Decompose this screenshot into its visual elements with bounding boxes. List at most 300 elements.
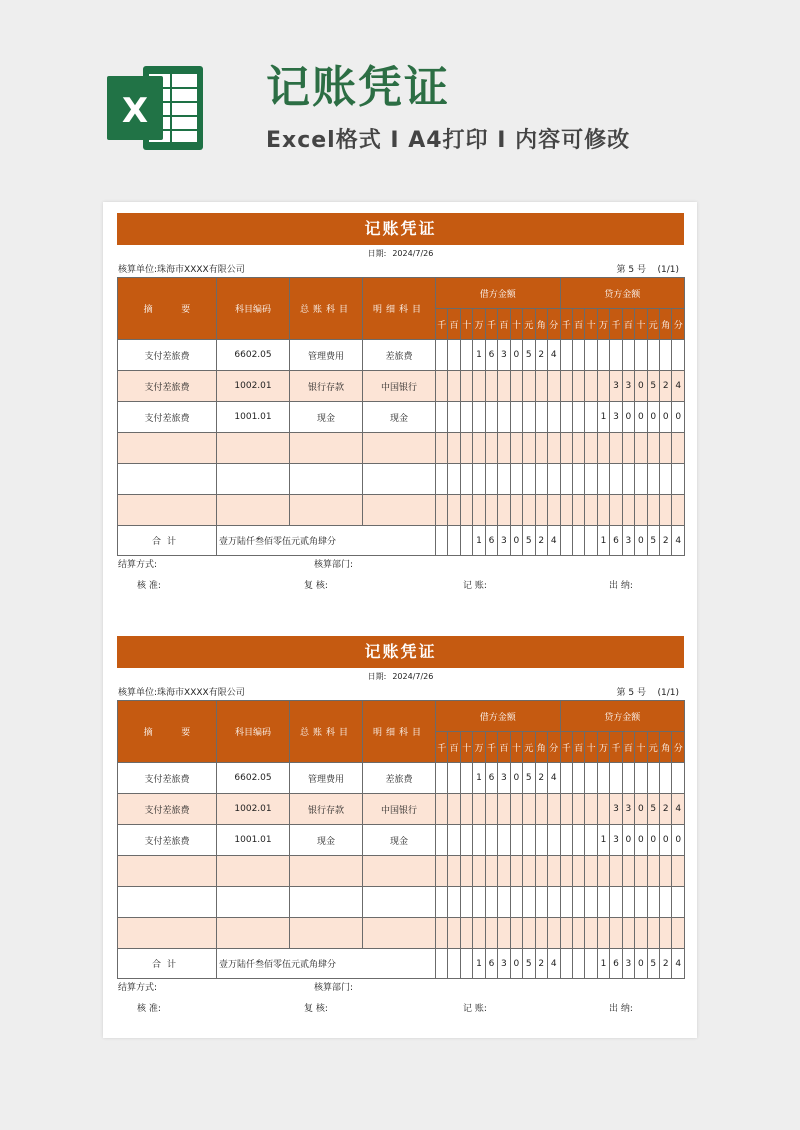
debit-digit-cell[interactable] (473, 856, 485, 887)
credit-digit-cell[interactable] (672, 918, 685, 949)
credit-digit-cell[interactable] (635, 495, 647, 526)
cell-detail[interactable]: 中国银行 (363, 371, 436, 402)
debit-digit-cell[interactable] (485, 825, 497, 856)
credit-digit-cell[interactable] (585, 371, 597, 402)
debit-digit-cell[interactable] (498, 495, 510, 526)
credit-digit-cell[interactable] (597, 856, 609, 887)
credit-digit-cell[interactable] (647, 464, 659, 495)
credit-digit-cell[interactable] (585, 763, 597, 794)
credit-digit-cell[interactable] (660, 340, 672, 371)
debit-digit-cell[interactable] (547, 495, 560, 526)
credit-digit-cell[interactable] (597, 464, 609, 495)
debit-digit-cell[interactable] (473, 433, 485, 464)
credit-digit-cell[interactable] (622, 763, 634, 794)
debit-digit-cell[interactable] (460, 918, 472, 949)
credit-digit-cell[interactable]: 0 (672, 825, 685, 856)
credit-digit-cell[interactable] (622, 433, 634, 464)
debit-digit-cell[interactable] (473, 495, 485, 526)
cell-summary[interactable] (118, 464, 217, 495)
debit-digit-cell[interactable] (436, 402, 448, 433)
debit-digit-cell[interactable]: 6 (485, 763, 497, 794)
cell-general[interactable] (290, 887, 363, 918)
credit-digit-cell[interactable] (572, 887, 584, 918)
debit-digit-cell[interactable] (510, 464, 522, 495)
digit-header: 分 (547, 309, 560, 340)
cell-code[interactable] (217, 856, 290, 887)
credit-digit-cell[interactable] (572, 495, 584, 526)
cell-summary[interactable] (118, 495, 217, 526)
credit-digit-cell[interactable] (672, 856, 685, 887)
cell-summary[interactable] (118, 918, 217, 949)
cell-detail[interactable]: 中国银行 (363, 794, 436, 825)
credit-digit-cell[interactable] (672, 495, 685, 526)
debit-digit-cell[interactable] (547, 464, 560, 495)
debit-digit-cell[interactable] (485, 495, 497, 526)
credit-digit-cell[interactable] (635, 763, 647, 794)
debit-digit-cell[interactable]: 5 (523, 340, 535, 371)
debit-digit-cell[interactable] (485, 887, 497, 918)
debit-digit-cell[interactable] (460, 825, 472, 856)
credit-digit-cell[interactable]: 0 (622, 825, 634, 856)
credit-digit-cell[interactable] (622, 495, 634, 526)
credit-digit-cell[interactable] (647, 856, 659, 887)
credit-digit-cell[interactable] (572, 371, 584, 402)
debit-digit-cell[interactable] (460, 433, 472, 464)
debit-digit-cell[interactable] (436, 794, 448, 825)
credit-digit-cell[interactable]: 3 (622, 371, 634, 402)
debit-digit-cell[interactable] (523, 856, 535, 887)
credit-digit-cell[interactable] (572, 918, 584, 949)
debit-digit-cell[interactable] (448, 918, 460, 949)
date-value: 2024/7/26 (392, 672, 434, 681)
debit-digit-cell[interactable]: 0 (510, 340, 522, 371)
cell-code[interactable]: 1001.01 (217, 402, 290, 433)
credit-digit-cell[interactable] (647, 495, 659, 526)
credit-digit-cell[interactable] (660, 887, 672, 918)
debit-digit-cell[interactable] (436, 763, 448, 794)
debit-digit-cell[interactable] (523, 794, 535, 825)
debit-digit-cell[interactable] (547, 371, 560, 402)
credit-digit-cell[interactable] (572, 856, 584, 887)
credit-digit-cell[interactable]: 3 (622, 794, 634, 825)
debit-digit-cell[interactable] (436, 856, 448, 887)
debit-digit-cell[interactable] (498, 464, 510, 495)
credit-digit-cell[interactable] (672, 763, 685, 794)
credit-digit-cell[interactable] (647, 918, 659, 949)
credit-digit-cell[interactable] (635, 887, 647, 918)
credit-digit-cell[interactable] (585, 340, 597, 371)
cell-summary[interactable]: 支付差旅费 (118, 371, 217, 402)
credit-digit-cell[interactable] (585, 495, 597, 526)
cell-summary[interactable]: 支付差旅费 (118, 794, 217, 825)
debit-digit-cell[interactable] (473, 887, 485, 918)
debit-digit-cell[interactable] (448, 402, 460, 433)
debit-digit-cell[interactable] (460, 495, 472, 526)
cell-general[interactable]: 现金 (290, 402, 363, 433)
debit-digit-cell[interactable]: 1 (473, 763, 485, 794)
debit-digit-cell[interactable] (535, 918, 547, 949)
credit-digit-cell[interactable] (597, 887, 609, 918)
credit-digit-cell[interactable] (560, 918, 572, 949)
debit-digit-cell[interactable] (436, 433, 448, 464)
credit-digit-cell[interactable]: 0 (660, 825, 672, 856)
credit-digit-cell[interactable]: 0 (660, 402, 672, 433)
credit-digit-cell[interactable] (672, 340, 685, 371)
credit-digit-cell[interactable]: 0 (635, 794, 647, 825)
debit-digit-cell[interactable] (448, 340, 460, 371)
cell-general[interactable] (290, 495, 363, 526)
cell-code[interactable]: 6602.05 (217, 340, 290, 371)
debit-digit-cell[interactable] (485, 918, 497, 949)
debit-digit-cell[interactable] (448, 464, 460, 495)
table-row (118, 464, 685, 495)
debit-digit-cell[interactable] (510, 402, 522, 433)
cell-detail[interactable]: 现金 (363, 402, 436, 433)
credit-digit-cell[interactable] (660, 433, 672, 464)
credit-digit-cell[interactable] (610, 340, 622, 371)
credit-digit-cell[interactable] (585, 825, 597, 856)
credit-digit-cell[interactable]: 1 (597, 402, 609, 433)
credit-digit-cell[interactable] (560, 495, 572, 526)
credit-digit-cell[interactable] (647, 433, 659, 464)
debit-digit-cell[interactable] (535, 371, 547, 402)
credit-digit-cell[interactable] (660, 763, 672, 794)
debit-digit-cell[interactable]: 4 (547, 340, 560, 371)
credit-digit-cell[interactable] (585, 402, 597, 433)
debit-digit-cell[interactable]: 2 (535, 340, 547, 371)
debit-digit-cell[interactable] (436, 887, 448, 918)
cell-code[interactable] (217, 495, 290, 526)
debit-digit-cell[interactable] (473, 794, 485, 825)
credit-digit-cell[interactable] (622, 464, 634, 495)
credit-digit-cell[interactable] (647, 763, 659, 794)
credit-digit-cell[interactable] (585, 887, 597, 918)
debit-digit-cell[interactable] (460, 887, 472, 918)
debit-digit-cell[interactable] (460, 794, 472, 825)
debit-digit-cell[interactable] (498, 887, 510, 918)
debit-digit-cell[interactable] (510, 887, 522, 918)
debit-digit-cell[interactable] (448, 794, 460, 825)
credit-digit-cell[interactable]: 0 (635, 825, 647, 856)
digit-header: 千 (485, 309, 497, 340)
debit-digit-cell[interactable] (485, 371, 497, 402)
credit-digit-cell[interactable]: 0 (672, 402, 685, 433)
debit-digit-cell[interactable] (473, 918, 485, 949)
credit-digit-cell[interactable]: 5 (647, 794, 659, 825)
cell-code[interactable]: 1002.01 (217, 794, 290, 825)
credit-digit-cell[interactable] (560, 763, 572, 794)
debit-digit-cell[interactable] (547, 402, 560, 433)
debit-digit-cell[interactable] (436, 464, 448, 495)
cell-code[interactable]: 6602.05 (217, 763, 290, 794)
credit-digit-cell[interactable] (585, 464, 597, 495)
debit-digit-cell[interactable] (498, 371, 510, 402)
credit-digit-cell[interactable] (560, 340, 572, 371)
credit-digit-cell[interactable]: 1 (597, 825, 609, 856)
debit-digit-cell[interactable] (498, 856, 510, 887)
debit-digit-cell[interactable] (535, 825, 547, 856)
debit-digit-cell[interactable] (460, 856, 472, 887)
debit-digit-cell[interactable] (498, 433, 510, 464)
credit-digit-cell[interactable] (597, 763, 609, 794)
credit-digit-cell[interactable] (585, 794, 597, 825)
total-amount-words: 壹万陆仟叁佰零伍元贰角肆分 (217, 526, 436, 556)
credit-digit-cell[interactable] (560, 887, 572, 918)
credit-digit-cell[interactable] (635, 340, 647, 371)
cell-summary[interactable]: 支付差旅费 (118, 763, 217, 794)
credit-digit-cell[interactable] (635, 464, 647, 495)
debit-digit-cell[interactable]: 2 (535, 763, 547, 794)
credit-digit-cell[interactable] (610, 464, 622, 495)
credit-digit-cell[interactable] (660, 918, 672, 949)
cell-summary[interactable] (118, 887, 217, 918)
total-credit-digit: 2 (660, 949, 672, 979)
credit-digit-cell[interactable]: 0 (647, 825, 659, 856)
credit-digit-cell[interactable] (610, 856, 622, 887)
cell-code[interactable] (217, 433, 290, 464)
credit-digit-cell[interactable] (572, 763, 584, 794)
credit-digit-cell[interactable] (560, 402, 572, 433)
debit-digit-cell[interactable] (523, 825, 535, 856)
credit-digit-cell[interactable]: 0 (635, 402, 647, 433)
credit-digit-cell[interactable]: 3 (610, 402, 622, 433)
credit-digit-cell[interactable] (597, 433, 609, 464)
cell-detail[interactable]: 差旅费 (363, 340, 436, 371)
credit-digit-cell[interactable]: 4 (672, 371, 685, 402)
cell-general[interactable]: 银行存款 (290, 371, 363, 402)
credit-digit-cell[interactable] (672, 464, 685, 495)
credit-digit-cell[interactable] (672, 887, 685, 918)
cell-general[interactable]: 管理费用 (290, 763, 363, 794)
credit-digit-cell[interactable]: 2 (660, 371, 672, 402)
credit-digit-cell[interactable]: 4 (672, 794, 685, 825)
debit-digit-cell[interactable] (436, 825, 448, 856)
credit-digit-cell[interactable] (597, 794, 609, 825)
cell-summary[interactable] (118, 433, 217, 464)
credit-digit-cell[interactable] (572, 825, 584, 856)
debit-digit-cell[interactable] (547, 825, 560, 856)
debit-digit-cell[interactable] (498, 825, 510, 856)
credit-digit-cell[interactable] (622, 340, 634, 371)
cell-general[interactable]: 管理费用 (290, 340, 363, 371)
debit-digit-cell[interactable] (448, 495, 460, 526)
debit-digit-cell[interactable] (460, 340, 472, 371)
credit-digit-cell[interactable] (585, 918, 597, 949)
debit-digit-cell[interactable] (485, 402, 497, 433)
debit-digit-cell[interactable]: 5 (523, 763, 535, 794)
debit-digit-cell[interactable] (448, 371, 460, 402)
debit-digit-cell[interactable] (473, 371, 485, 402)
cell-detail[interactable]: 差旅费 (363, 763, 436, 794)
debit-digit-cell[interactable] (448, 887, 460, 918)
cell-general[interactable] (290, 918, 363, 949)
debit-digit-cell[interactable] (547, 918, 560, 949)
credit-digit-cell[interactable] (560, 371, 572, 402)
cell-general[interactable]: 现金 (290, 825, 363, 856)
cell-code[interactable]: 1002.01 (217, 371, 290, 402)
credit-digit-cell[interactable] (647, 887, 659, 918)
debit-digit-cell[interactable] (535, 464, 547, 495)
credit-digit-cell[interactable]: 2 (660, 794, 672, 825)
credit-digit-cell[interactable] (597, 340, 609, 371)
credit-digit-cell[interactable] (572, 402, 584, 433)
cell-detail[interactable] (363, 464, 436, 495)
credit-digit-cell[interactable] (610, 763, 622, 794)
debit-digit-cell[interactable] (523, 918, 535, 949)
debit-digit-cell[interactable] (448, 856, 460, 887)
credit-digit-cell[interactable] (635, 918, 647, 949)
cell-code[interactable] (217, 918, 290, 949)
debit-digit-cell[interactable]: 4 (547, 763, 560, 794)
debit-digit-cell[interactable] (498, 794, 510, 825)
debit-digit-cell[interactable] (460, 371, 472, 402)
debit-digit-cell[interactable] (547, 887, 560, 918)
cell-detail[interactable] (363, 495, 436, 526)
credit-digit-cell[interactable]: 0 (622, 402, 634, 433)
credit-digit-cell[interactable] (560, 825, 572, 856)
debit-digit-cell[interactable] (523, 402, 535, 433)
credit-digit-cell[interactable] (610, 918, 622, 949)
debit-digit-cell[interactable] (460, 763, 472, 794)
cell-code[interactable] (217, 887, 290, 918)
cell-detail[interactable] (363, 887, 436, 918)
header-detail-account: 明细科目 (363, 278, 436, 340)
digit-header: 万 (473, 732, 485, 763)
digit-header: 十 (460, 732, 472, 763)
credit-digit-cell[interactable] (622, 918, 634, 949)
debit-digit-cell[interactable] (547, 433, 560, 464)
debit-digit-cell[interactable] (547, 794, 560, 825)
credit-digit-cell[interactable] (560, 856, 572, 887)
cell-general[interactable]: 银行存款 (290, 794, 363, 825)
debit-digit-cell[interactable] (523, 433, 535, 464)
credit-digit-cell[interactable] (572, 340, 584, 371)
debit-digit-cell[interactable]: 3 (498, 763, 510, 794)
credit-digit-cell[interactable] (560, 433, 572, 464)
credit-digit-cell[interactable] (622, 887, 634, 918)
debit-digit-cell[interactable] (523, 887, 535, 918)
credit-digit-cell[interactable]: 3 (610, 794, 622, 825)
debit-digit-cell[interactable] (510, 433, 522, 464)
cell-summary[interactable]: 支付差旅费 (118, 825, 217, 856)
credit-digit-cell[interactable] (572, 464, 584, 495)
cell-code[interactable]: 1001.01 (217, 825, 290, 856)
debit-digit-cell[interactable] (547, 856, 560, 887)
debit-digit-cell[interactable] (436, 495, 448, 526)
total-debit-digit: 3 (498, 526, 510, 556)
debit-digit-cell[interactable] (535, 433, 547, 464)
credit-digit-cell[interactable]: 0 (635, 371, 647, 402)
cell-general[interactable] (290, 856, 363, 887)
credit-digit-cell[interactable] (585, 856, 597, 887)
cell-summary[interactable]: 支付差旅费 (118, 402, 217, 433)
debit-digit-cell[interactable] (510, 495, 522, 526)
debit-digit-cell[interactable] (535, 856, 547, 887)
credit-digit-cell[interactable] (585, 433, 597, 464)
debit-digit-cell[interactable] (510, 918, 522, 949)
credit-digit-cell[interactable]: 3 (610, 371, 622, 402)
credit-digit-cell[interactable] (597, 495, 609, 526)
debit-digit-cell[interactable] (448, 763, 460, 794)
cell-detail[interactable] (363, 918, 436, 949)
debit-digit-cell[interactable] (436, 340, 448, 371)
credit-digit-cell[interactable] (635, 433, 647, 464)
debit-digit-cell[interactable]: 3 (498, 340, 510, 371)
credit-digit-cell[interactable] (597, 371, 609, 402)
cell-summary[interactable]: 支付差旅费 (118, 340, 217, 371)
credit-digit-cell[interactable] (635, 856, 647, 887)
credit-digit-cell[interactable] (660, 495, 672, 526)
debit-digit-cell[interactable] (473, 402, 485, 433)
debit-digit-cell[interactable]: 0 (510, 763, 522, 794)
credit-digit-cell[interactable] (660, 464, 672, 495)
debit-digit-cell[interactable] (535, 794, 547, 825)
cell-general[interactable] (290, 433, 363, 464)
debit-digit-cell[interactable] (498, 918, 510, 949)
cell-detail[interactable] (363, 856, 436, 887)
debit-digit-cell[interactable] (485, 433, 497, 464)
credit-digit-cell[interactable]: 0 (647, 402, 659, 433)
credit-digit-cell[interactable] (610, 433, 622, 464)
debit-digit-cell[interactable] (460, 402, 472, 433)
debit-digit-cell[interactable] (473, 464, 485, 495)
debit-digit-cell[interactable]: 6 (485, 340, 497, 371)
debit-digit-cell[interactable] (460, 464, 472, 495)
cell-detail[interactable]: 现金 (363, 825, 436, 856)
credit-digit-cell[interactable]: 3 (610, 825, 622, 856)
debit-digit-cell[interactable] (485, 794, 497, 825)
debit-digit-cell[interactable] (436, 371, 448, 402)
credit-digit-cell[interactable]: 5 (647, 371, 659, 402)
debit-digit-cell[interactable] (523, 495, 535, 526)
debit-digit-cell[interactable] (535, 402, 547, 433)
credit-digit-cell[interactable] (572, 794, 584, 825)
debit-digit-cell[interactable] (473, 825, 485, 856)
debit-digit-cell[interactable] (510, 825, 522, 856)
debit-digit-cell[interactable] (535, 887, 547, 918)
cell-general[interactable] (290, 464, 363, 495)
debit-digit-cell[interactable] (523, 464, 535, 495)
credit-digit-cell[interactable] (660, 856, 672, 887)
debit-digit-cell[interactable]: 1 (473, 340, 485, 371)
credit-digit-cell[interactable] (672, 433, 685, 464)
debit-digit-cell[interactable] (510, 794, 522, 825)
credit-digit-cell[interactable] (610, 495, 622, 526)
debit-digit-cell[interactable] (510, 371, 522, 402)
credit-digit-cell[interactable] (647, 340, 659, 371)
cell-code[interactable] (217, 464, 290, 495)
debit-digit-cell[interactable] (485, 464, 497, 495)
debit-digit-cell[interactable] (436, 918, 448, 949)
footer-line-2 (117, 997, 684, 1021)
credit-digit-cell[interactable] (560, 794, 572, 825)
debit-digit-cell[interactable] (498, 402, 510, 433)
debit-digit-cell[interactable] (535, 495, 547, 526)
total-debit-digit: 4 (547, 526, 560, 556)
debit-digit-cell[interactable] (485, 856, 497, 887)
credit-digit-cell[interactable] (622, 856, 634, 887)
credit-digit-cell[interactable] (610, 887, 622, 918)
credit-digit-cell[interactable] (560, 464, 572, 495)
credit-digit-cell[interactable] (597, 918, 609, 949)
debit-digit-cell[interactable] (448, 433, 460, 464)
cell-detail[interactable] (363, 433, 436, 464)
cell-summary[interactable] (118, 856, 217, 887)
debit-digit-cell[interactable] (523, 371, 535, 402)
credit-digit-cell[interactable] (572, 433, 584, 464)
debit-digit-cell[interactable] (510, 856, 522, 887)
debit-digit-cell[interactable] (448, 825, 460, 856)
